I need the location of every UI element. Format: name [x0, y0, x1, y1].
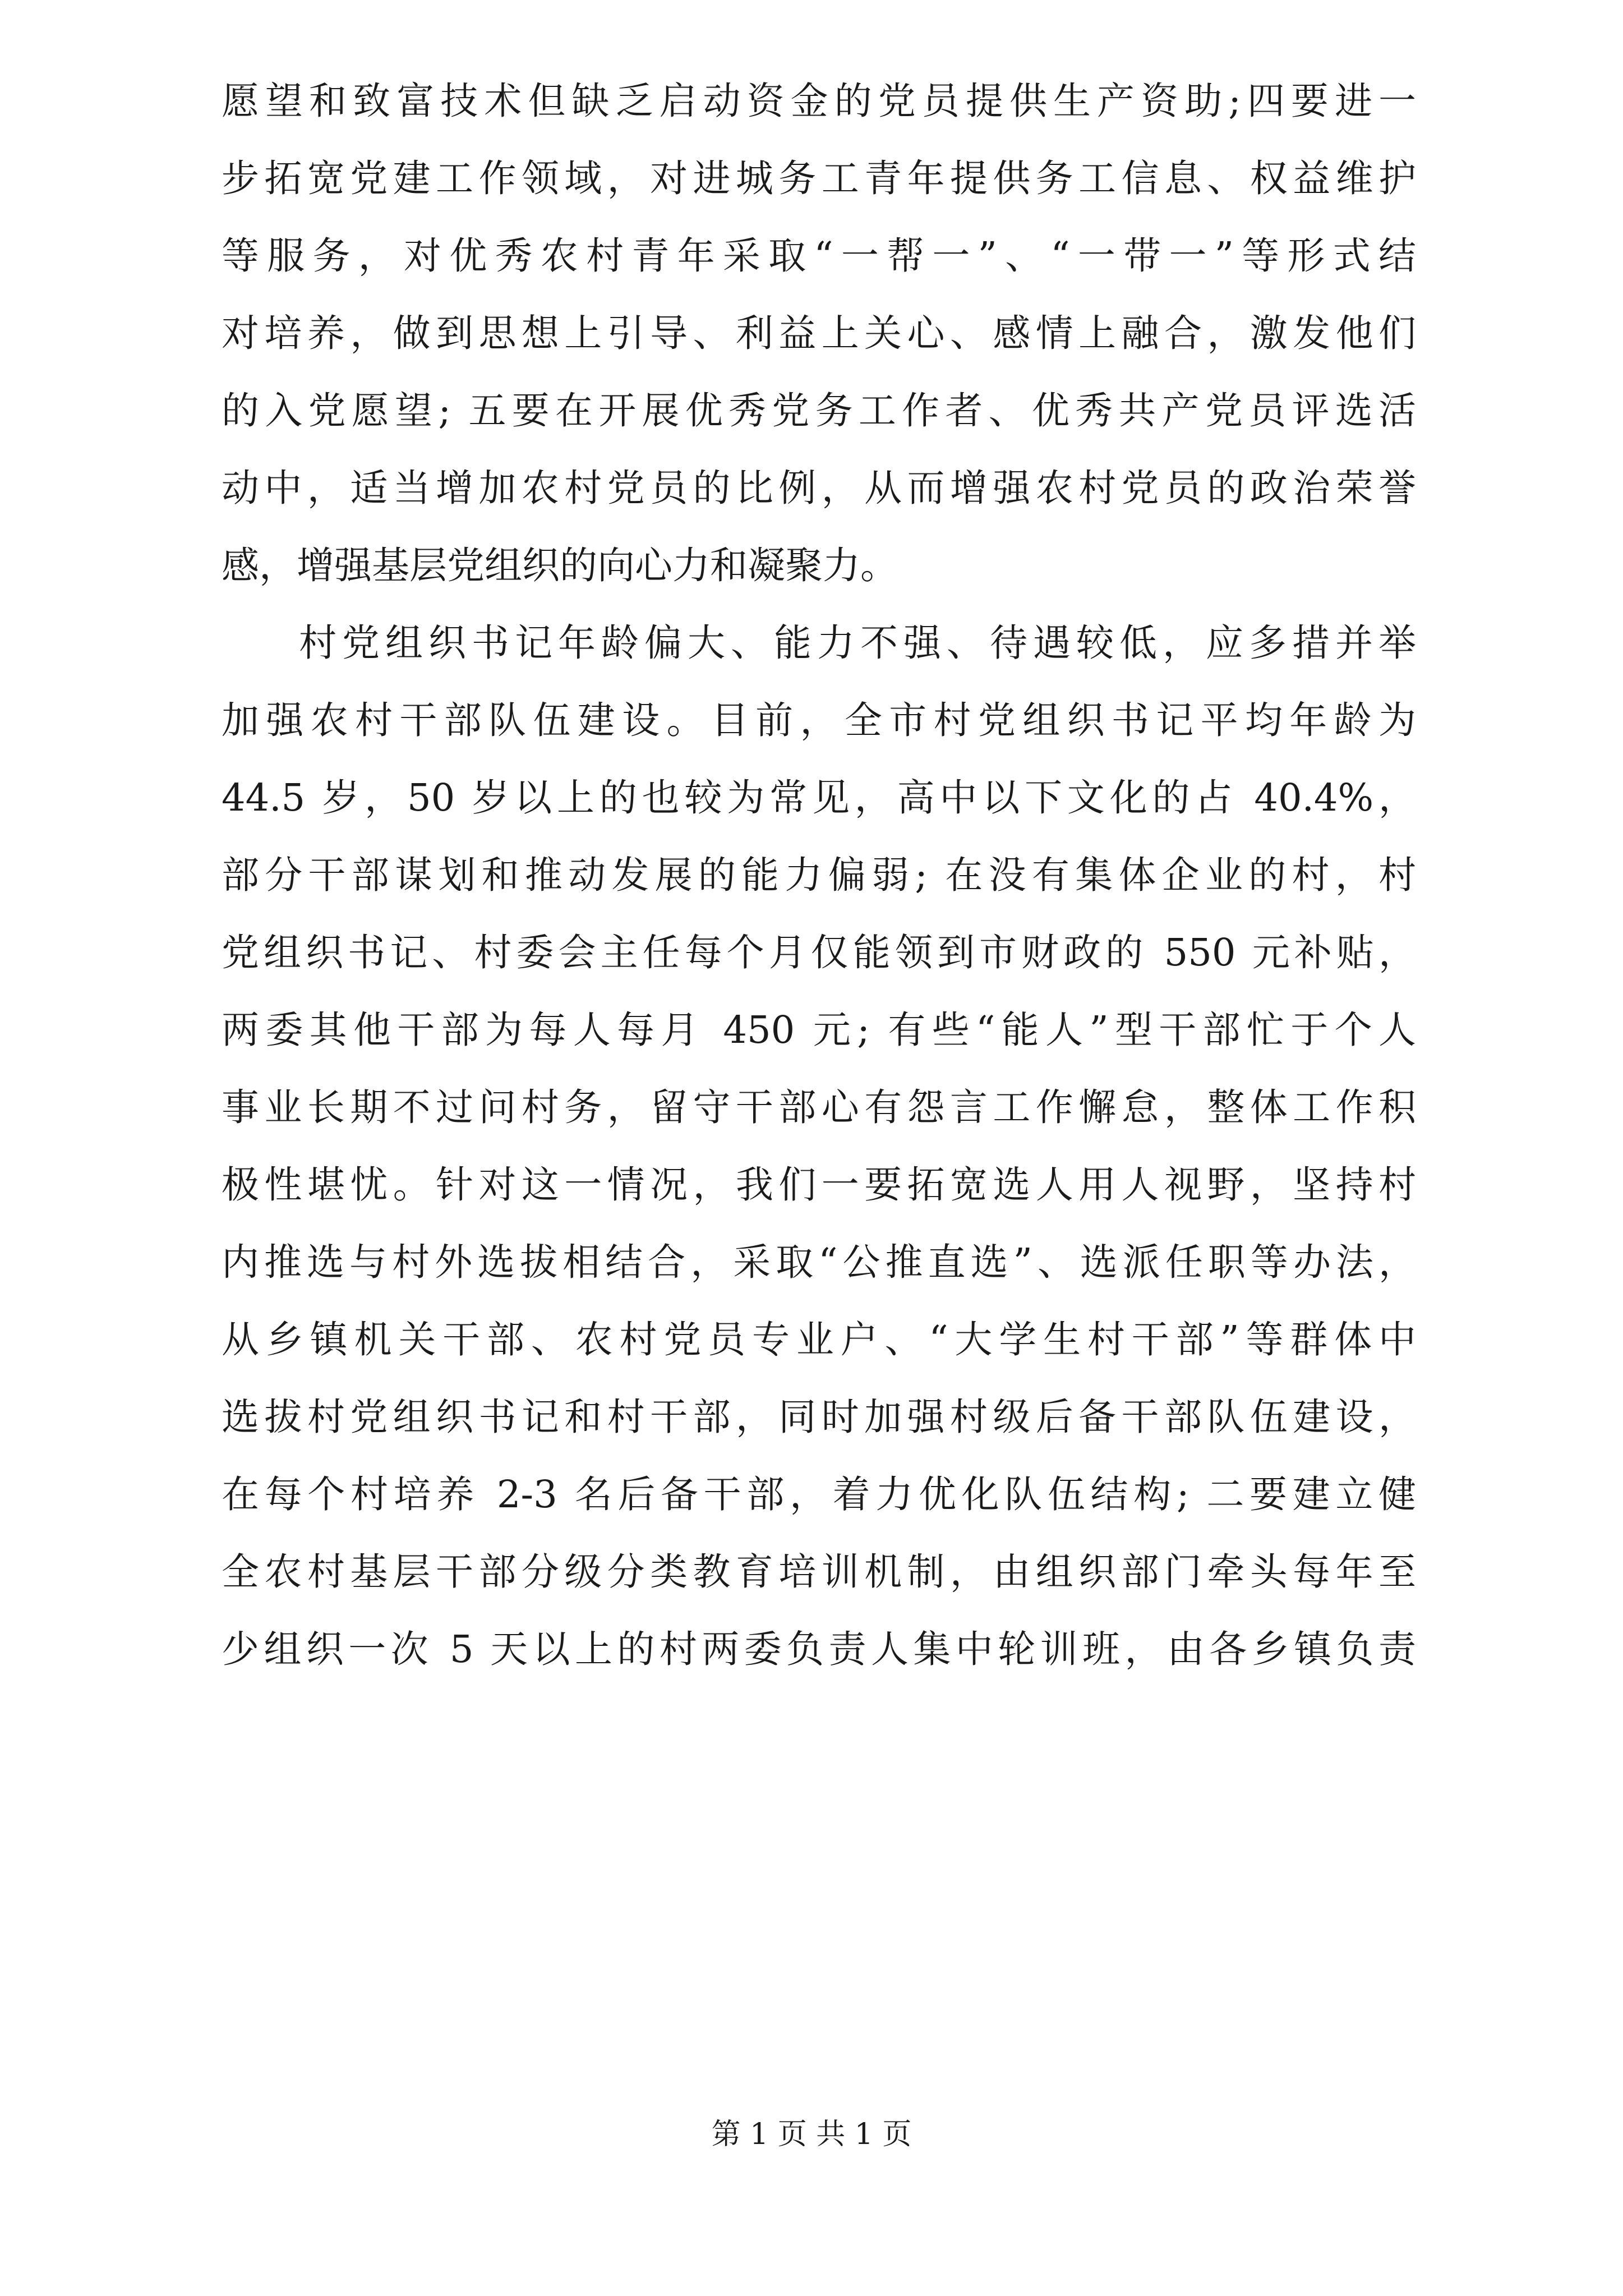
text-line: 对培养，做到思想上引导、利益上关心、感情上融合，激发他们	[222, 311, 1416, 355]
text-line: 的入党愿望; 五要在开展优秀党务工作者、优秀共产党员评选活	[222, 389, 1416, 432]
text-line: 44.5 岁，50 岁以上的也较为常见，高中以下文化的占 40.4%，	[222, 776, 1416, 820]
page-number-footer: 第 1 页 共 1 页	[711, 2118, 912, 2151]
text-line: 在每个村培养 2-3 名后备干部，着力优化队伍结构; 二要建立健	[222, 1473, 1416, 1516]
text-line: 内推选与村外选拔相结合，采取“公推直选”、选派任职等办法，	[222, 1240, 1416, 1284]
text-line: 部分干部谋划和推动发展的能力偏弱; 在没有集体企业的村，村	[222, 853, 1416, 897]
text-line: 两委其他干部为每人每月 450 元; 有些“能人”型干部忙于个人	[222, 1008, 1416, 1052]
text-line: 村党组织书记年龄偏大、能力不强、待遇较低，应多措并举	[299, 621, 1416, 665]
text-line: 极性堪忧。针对这一情况，我们一要拓宽选人用人视野，坚持村	[222, 1163, 1416, 1207]
text-line: 动中，适当增加农村党员的比例，从而增强农村党员的政治荣誉	[222, 466, 1416, 510]
text-line: 党组织书记、村委会主任每个月仅能领到市财政的 550 元补贴，	[222, 931, 1416, 974]
text-line: 全农村基层干部分级分类教育培训机制，由组织部门牵头每年至	[222, 1550, 1416, 1594]
text-line: 愿望和致富技术但缺乏启动资金的党员提供生产资助;四要进一	[222, 79, 1416, 123]
text-line: 选拔村党组织书记和村干部，同时加强村级后备干部队伍建设，	[222, 1395, 1416, 1439]
text-line: 感，增强基层党组织的向心力和凝聚力。	[222, 544, 898, 587]
text-line: 步拓宽党建工作领域，对进城务工青年提供务工信息、权益维护	[222, 157, 1416, 200]
text-line: 加强农村干部队伍建设。目前，全市村党组织书记平均年龄为	[222, 698, 1416, 742]
text-line: 事业长期不过问村务，留守干部心有怨言工作懈怠，整体工作积	[222, 1085, 1416, 1129]
text-line: 从乡镇机关干部、农村党员专业户、“大学生村干部”等群体中	[222, 1318, 1416, 1361]
text-line: 等服务，对优秀农村青年采取“一帮一”、“一带一”等形式结	[222, 234, 1416, 278]
text-line: 少组织一次 5 天以上的村两委负责人集中轮训班，由各乡镇负责	[222, 1627, 1416, 1671]
